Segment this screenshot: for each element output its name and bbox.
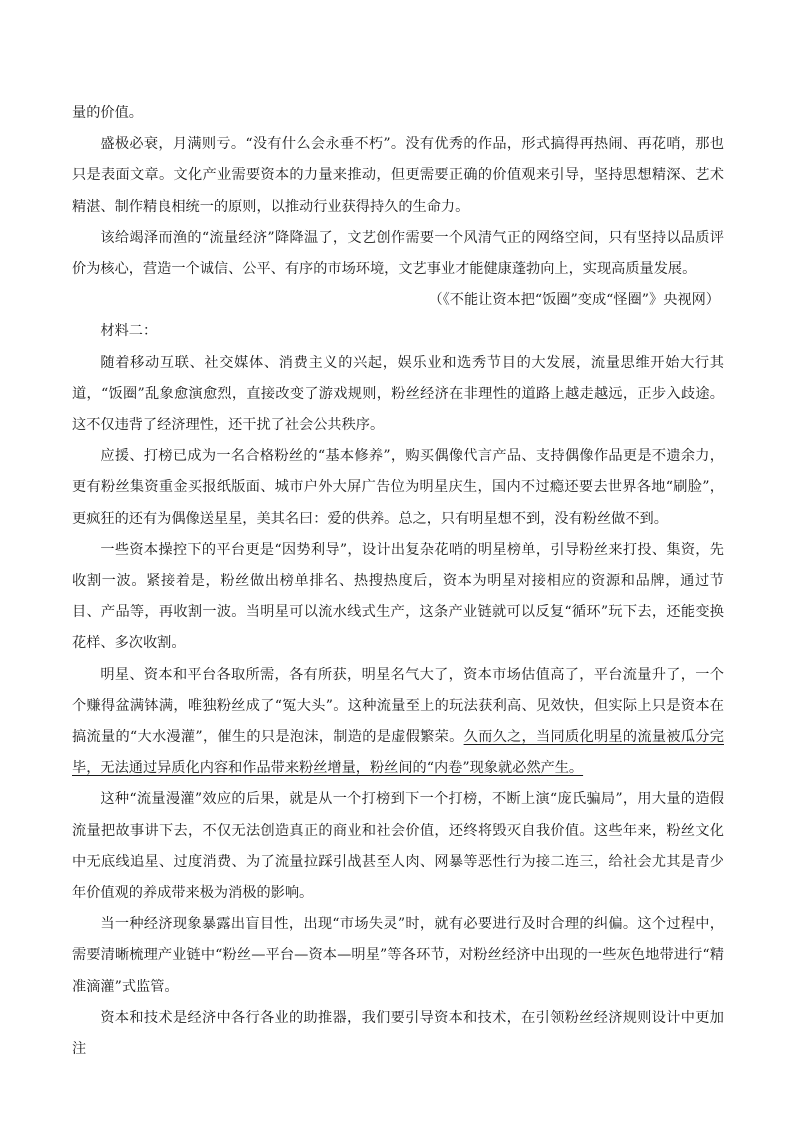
paragraph-text: 明星、资本和平台各取所需，各有所获，明星名气大了，资本市场估值高了，平台流量升了，一个个赚得盆满钵满，唯独粉丝成了“冤大头”。这种流量至上的玩法获利高、见效快，但实际上只是资本在搞流量的“大水漫灌”，催生的只是泡沫，制造的是虚假繁荣。 bbox=[72, 666, 724, 746]
paragraph bbox=[72, 660, 724, 785]
paragraph: 应援、打榜已成为一名合格粉丝的“基本修养”，购买偶像代言产品、支持偶像作品更是不遗余力，更有粉丝集资重金买报纸版面、城市户外大屏广告位为明星庆生，国内不过瘾还要去世界各地“刷脸”，更疯狂的还有为偶像送星星，美其名曰：爱的供养。总之，只有明星想不到，没有粉丝做不到。 bbox=[72, 448, 724, 527]
paragraph: 盛极必衰，月满则亏。“没有什么会永垂不朽”。没有优秀的作品，形式搞得再热闹、再花哨，那也只是表面文章。文化产业需要资本的力量来推动，但更需要正确的价值观来引导，坚持思想精深、艺术精湛、制作精良相统一的原则，以推动行业获得持久的生命力。 bbox=[72, 136, 724, 215]
paragraph: 该给竭泽而渔的“流量经济”降降温了，文艺创作需要一个风清气正的网络空间，只有坚持以品质评价为核心，营造一个诚信、公平、有序的市场环境，文艺事业才能健康蓬勃向上，实现高质量发展。 bbox=[72, 229, 724, 278]
paragraph: 这种“流量漫灌”效应的后果，就是从一个打榜到下一个打榜，不断上演“庞氏骗局”，用大量的造假流量把故事讲下去，不仅无法创造真正的商业和社会价值，还终将毁灭自我价值。这些年来，粉丝文化中无底线追星、过度消费、为了流量拉踩引战甚至人肉、网暴等恶性行为接二连三，给社会尤其是青少年价值观的养成带来极为消极的影响。 bbox=[72, 791, 724, 902]
paragraph-truncated: 资本和技术是经济中各行各业的助推器，我们要引导资本和技术，在引领粉丝经济规则设计中更加注 bbox=[72, 1009, 724, 1058]
paragraph: 一些资本操控下的平台更是“因势利导”，设计出复杂花哨的明星榜单，引导粉丝来打投、集资，先收割一波。紧接着是，粉丝做出榜单排名、热搜热度后，资本为明星对接相应的资源和品牌，通过节目、产品等，再收割一波。当明星可以流水线式生产，这条产业链就可以反复“循环”玩下去，还能变换花样、多次收割。 bbox=[72, 541, 724, 652]
source-citation: （《不能让资本把“饭圈”变成“怪圈”》央视网） bbox=[428, 292, 720, 309]
article-body bbox=[72, 98, 724, 1065]
underlined-sentence: 久而久之，当同质化明星的流量被瓜分完毕，无法通过异质化内容和作品带来粉丝增量，粉丝间的“内卷”现象就必然产生。 bbox=[72, 729, 724, 777]
paragraph: 当一种经济现象暴露出盲目性，出现“市场失灵”时，就有必要进行及时合理的纠偏。这个过程中，需要清晰梳理产业链中“粉丝—平台—资本—明星”等各环节，对粉丝经济中出现的一些灰色地带进行“精准滴灌”式监管。 bbox=[72, 916, 724, 995]
paragraph: 随着移动互联、社交媒体、消费主义的兴起，娱乐业和选秀节目的大发展，流量思维开始大行其道，“饭圈”乱象愈演愈烈，直接改变了游戏规则，粉丝经济在非理性的道路上越走越远，正步入歧途。这不仅违背了经济理性，还干扰了社会公共秩序。 bbox=[72, 354, 724, 434]
paragraph-continuation: 量的价值。 bbox=[72, 105, 143, 121]
section-heading: 材料二： bbox=[100, 323, 158, 340]
